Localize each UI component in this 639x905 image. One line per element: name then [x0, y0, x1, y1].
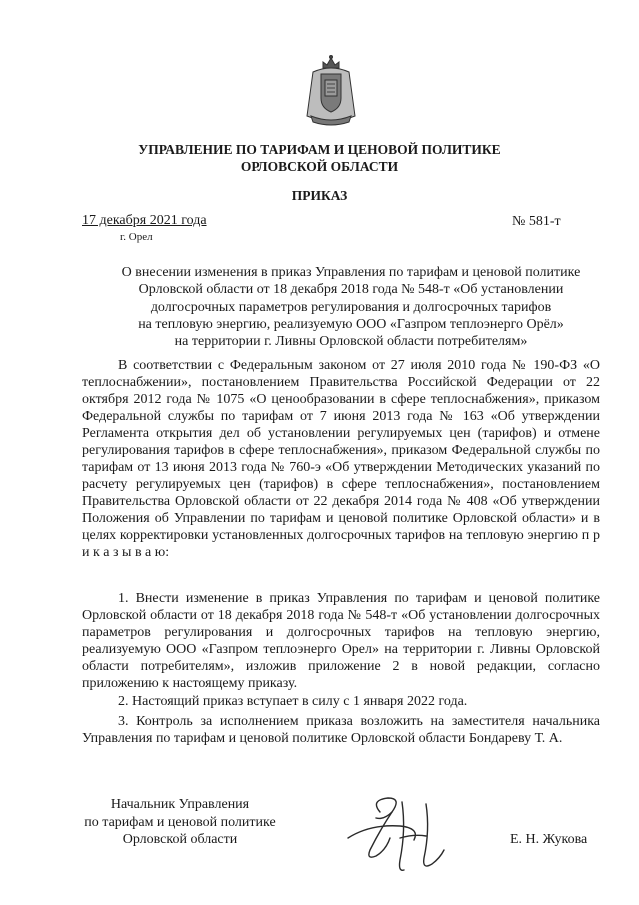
signer-position	[50, 796, 310, 849]
document-number: № 581-т	[512, 214, 561, 229]
order-item-1: 1. Внести изменение в приказ Управления по тарифам и ценовой политике Орловской области от 18 декабря 2018 года № 548-т «Об установлении долгосрочных параметров регулирования и долгосрочных тарифов на тепловую энергию, реализуемую ООО «Газпром теплоэнерго Орел» на территории г. Ливны Орловской области потребителям», изложив приложение 2 в новой редакции, согласно приложению к настоящему приказу.	[82, 591, 600, 691]
document-subject	[90, 264, 612, 350]
coat-of-arms-icon	[303, 54, 359, 128]
order-item-2: 2. Настоящий приказ вступает в силу с 1 января 2022 года.	[118, 694, 468, 709]
document-type: ПРИКАЗ	[291, 188, 348, 203]
document-city: г. Орел	[120, 231, 153, 243]
document-date: 17 декабря 2021 года	[82, 213, 207, 228]
subject-line: О внесении изменения в приказ Управления по тарифам и ценовой политике	[121, 265, 581, 280]
organization-title	[0, 141, 639, 175]
signer-position-line1: Начальник Управления	[110, 797, 250, 812]
subject-line: Орловской области от 18 декабря 2018 года № 548-т «Об установлении	[138, 282, 564, 298]
subject-line: на территории г. Ливны Орловской области потребителям»	[174, 334, 528, 350]
signer-position-line2: по тарифам и ценовой политике	[84, 814, 276, 830]
organization-title-line2: ОРЛОВСКОЙ ОБЛАСТИ	[240, 159, 399, 174]
preamble-paragraph: В соответствии с Федеральным законом от 27 июля 2010 года № 190-ФЗ «О теплоснабжении», постановлением Правительства Российской Федерации от 22 октября 2012 года № 1075 «О ценообразовании в сфере теплоснабжения», приказом Федеральной службы по тарифам от 7 июня 2013 года № 163 «Об утверждении Регламента открытия дел об установлении регулируемых цен (тарифов) и отмене регулирования тарифов в сфере теплоснабжения», приказом Федеральной службы по тарифам от 13 июня 2013 года № 760-э «Об утверждении Методических указаний по расчету регулируемых цен (тарифов) в сфере теплоснабжения», постановлением Правительства Орловской области от 22 декабря 2014 года № 408 «Об утверждении Положения об Управлении по тарифам и ценовой политике Орловской области» и в целях корректировки установленных долгосрочных тарифов на тепловую энергию п р и к а з ы в а ю:	[82, 358, 600, 560]
subject-line: на тепловую энергию, реализуемую ООО «Газпром теплоэнерго Орёл»	[138, 316, 564, 332]
order-item-3: 3. Контроль за исполнением приказа возложить на заместителя начальника Управления по тарифам и ценовой политике Орловской области Бондареву Т. А.	[82, 714, 600, 746]
signer-position-line3: Орловской области	[122, 832, 238, 847]
subject-line: долгосрочных параметров регулирования и долгосрочных тарифов	[150, 299, 552, 315]
handwritten-signature-icon	[340, 790, 450, 880]
signer-name: Е. Н. Жукова	[510, 832, 588, 847]
organization-title-line1: УПРАВЛЕНИЕ ПО ТАРИФАМ И ЦЕНОВОЙ ПОЛИТИКЕ	[138, 142, 501, 157]
